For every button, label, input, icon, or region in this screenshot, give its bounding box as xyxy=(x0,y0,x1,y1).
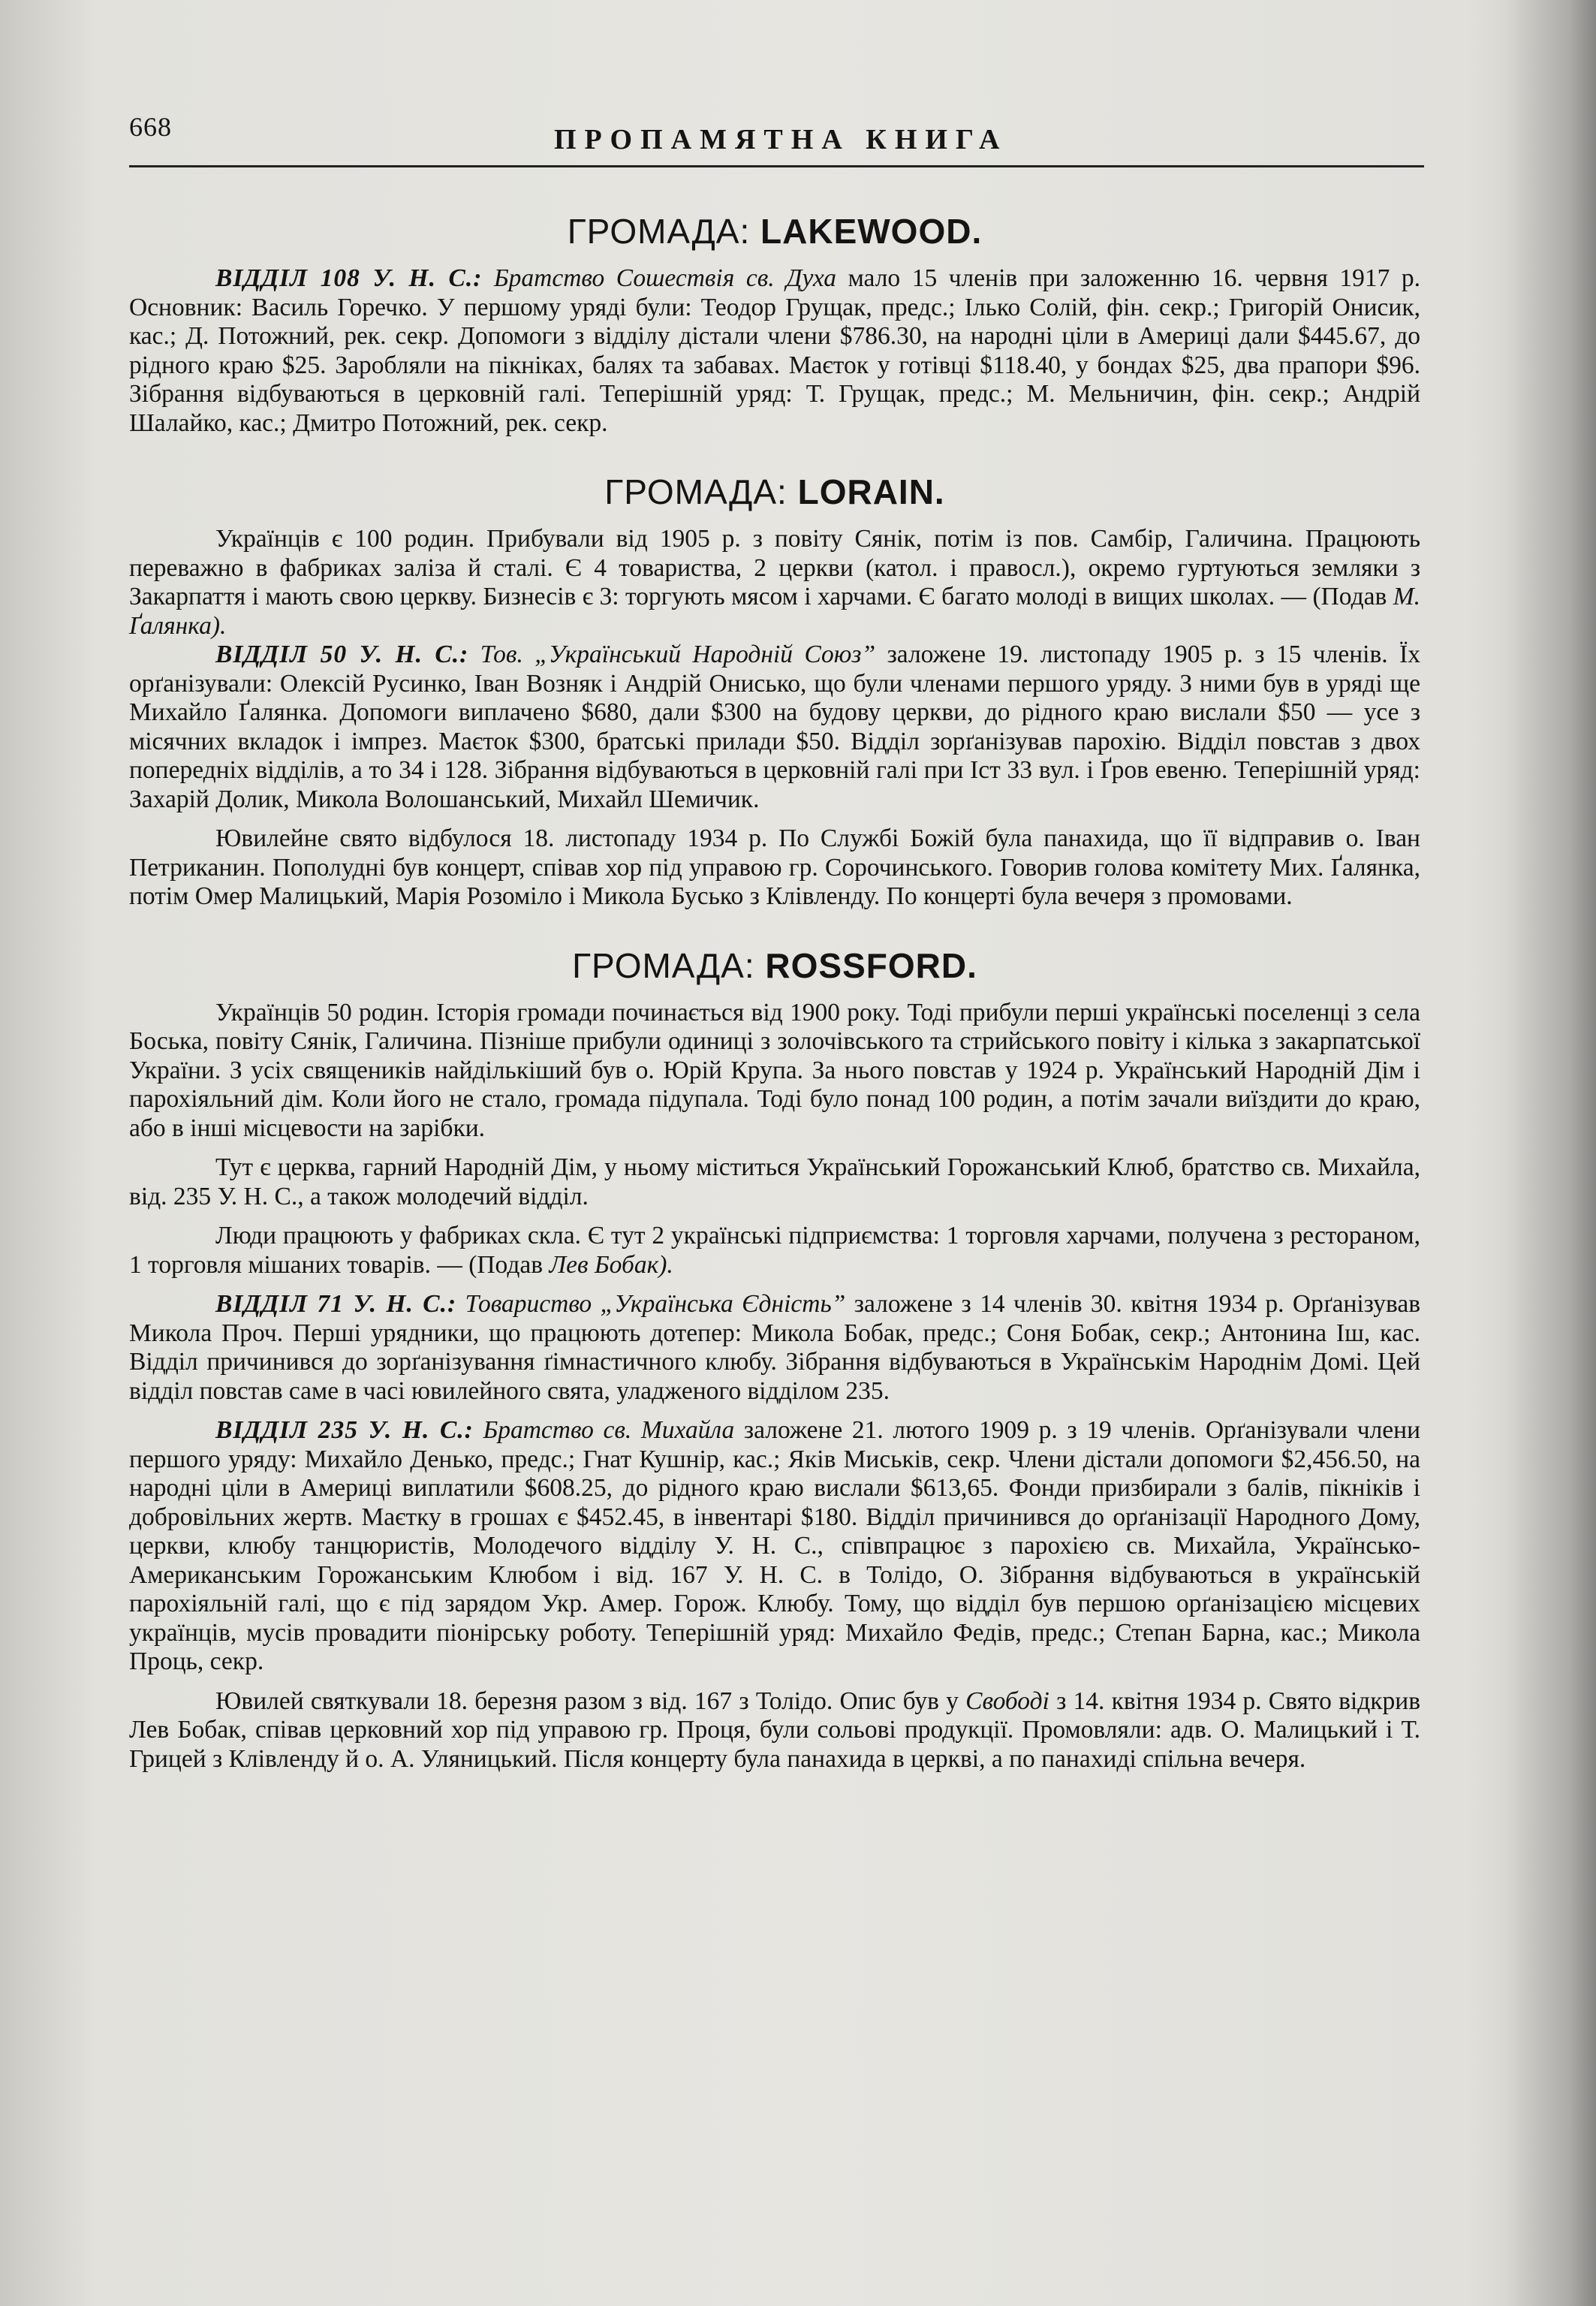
branch-lead: ВІДДІЛ 235 У. Н. С.: xyxy=(215,1416,474,1444)
running-title: ПРОПАМЯТНА КНИГА xyxy=(554,124,1008,155)
header-rule xyxy=(129,165,1424,167)
paragraph xyxy=(129,641,1420,814)
paragraph-text: заложене 21. лютого 1909 р. з 19 членів. Орґанізували члени першого уряду: Михайло Денько, предс.; Гнат Кушнір, кас.; Яків Миськів, секр. Члени дістали допомоги $2,456.50, на народні ціли в Америці виплатили $608.25, до рідного краю вислали $613,65. Фонди призбирали з балів, пікніків і добровільних жертв. Маєтку в грошах є $452.45, в інвентарі $180. Відділ причинився до орґанізації Народного Дому, церкви, клюбу танцюристів, Молодечого відділу У. Н. С., співпрацює з парохією св. Михайла, Українсько-Американським Горожанським Клюбом і від. 167 У. Н. С. в Толідо, О. Зібрання відбуваються в українській парохіяльній галі, що є під зарядом Укр. Амер. Горож. Клюбу. Тому, що відділ був першою орґанізацією місцевих українців, мусів провадити піонірську роботу. Теперішній уряд: Михайло Федів, предс.; Степан Барна, кас.; Микола Проць, секр. xyxy=(129,1416,1421,1675)
paragraph-text: з 14. квітня 1934 р. Свято відкрив Лев Бобак, співав церковний хор під управою гр. Проця, були сольові продукції. Промовляли: адв. О. Малицький і Т. Грицей з Клівленду й о. А. Уляницький. Після концерту була панахида в церкві, а по панахиді спільна вечеря. xyxy=(129,1687,1421,1773)
paragraph xyxy=(129,264,1420,438)
section-title-rossford xyxy=(129,943,1420,988)
page-number: 668 xyxy=(129,112,172,142)
branch-society-name: Товариство „Українська Єдність” xyxy=(465,1290,846,1318)
newspaper-reference: Свободі xyxy=(965,1687,1049,1715)
section-title-place: ROSSFORD. xyxy=(765,945,977,985)
branch-lead: ВІДДІЛ 108 У. Н. С.: xyxy=(215,264,483,292)
section-title-prefix: ГРОМАДА: xyxy=(604,472,787,511)
paragraph-text: Люди працюють у фабриках скла. Є тут 2 українські підприємства: 1 торговля харчами, получена з рестораном, 1 торговля мішаних товарів. — (Подав xyxy=(129,1222,1420,1279)
paragraph-text: мало 15 членів при заложенню 16. червня 1917 р. Основник: Василь Горечко. У першому уряді були: Теодор Грущак, предс.; Ілько Солій, фін. секр.; Григорій Онисик, кас.; Д. Потожний, рек. секр. Допомоги з відділу дістали члени $786.30, на народні ціли в Америці дали $445.67, до рідного краю $25. Заробляли на пікніках, балях та забавах. Маєток у готівці $118.40, у бондах $25, два прапори $96. Зібрання відбуваються в церковній галі. Теперішній уряд: Т. Грущак, предс.; М. Мельничин, фін. секр.; Андрій Шалайко, кас.; Дмитро Потожний, рек. секр. xyxy=(129,264,1421,437)
section-title-prefix: ГРОМАДА: xyxy=(572,945,755,985)
paragraph xyxy=(129,1416,1420,1677)
paragraph xyxy=(129,824,1420,912)
section-title-lorain xyxy=(129,469,1420,514)
paragraph-text: Тут є церква, гарний Народній Дім, у ньому міститься Український Горожанський Клюб, братство св. Михайла, від. 235 У. Н. С., а також молодечий відділ. xyxy=(129,1153,1420,1210)
page-body xyxy=(129,209,1420,1784)
paragraph-text: Ювилей святкували 18. березня разом з від. 167 з Толідо. Опис був у xyxy=(215,1687,959,1715)
paragraph-text: Українців 50 родин. Історія громади починається від 1900 року. Тоді прибули перші українські поселенці з села Боська, повіту Сянік, Галичина. Пізніше прибули одиниці з золочівського та стрийського повіту і кілька з закарпатської України. З усіх священиків найдількіший був о. Юрій Крупа. За нього повстав у 1924 р. Український Народній Дім і парохіяльний дім. Коли його не стало, громада підупала. Тоді було понад 100 родин, а потім зачали виїздити до краю, або в інші місцевости на зарібки. xyxy=(129,998,1420,1142)
branch-lead: ВІДДІЛ 50 У. Н. С.: xyxy=(215,641,469,668)
page-binding-shadow xyxy=(1506,0,1596,2306)
paragraph-text: Українців є 100 родин. Прибували від 1905 р. з повіту Сянік, потім із пов. Самбір, Галичина. Працюють переважно в фабриках заліза й сталі. Є 4 товариства, 2 церкви (катол. і правосл.), окремо гуртуються земляки з Закарпаття і мають свою церкву. Бизнесів є 3: торгують мясом і харчами. Є багато молоді в вищих школах. — (Подав xyxy=(129,525,1420,610)
branch-lead: ВІДДІЛ 71 У. Н. С.: xyxy=(215,1290,457,1318)
paragraph-text: Ювилейне свято відбулося 18. листопаду 1934 р. По Службі Божій була панахида, що її відправив о. Іван Петриканин. Пополудні був концерт, співав хор під управою гр. Сорочинського. Говорив голова комітету Мих. Ґалянка, потім Омер Малицький, Марія Розоміло і Микола Бусько з Клівленду. По концерті була вечеря з промовами. xyxy=(129,824,1420,910)
paragraph-text: заложене з 14 членів 30. квітня 1934 р. Орґанізував Микола Проч. Перші урядники, що працюють дотепер: Микола Бобак, предс.; Соня Бобак, секр.; Антонина Іш, кас. Відділ причинився до зорґанізування ґімнастичного клюбу. Зібрання відбуваються в Українськім Народнім Домі. Цей відділ повстав саме в часі ювилейного свята, уладженого відділом 235. xyxy=(129,1290,1421,1405)
paragraph xyxy=(129,1290,1420,1406)
branch-society-name: Братство Сошествія св. Духа xyxy=(493,264,837,292)
paragraph xyxy=(129,1153,1420,1211)
section-title-lakewood xyxy=(129,209,1420,254)
section-title-place: LORAIN. xyxy=(797,472,945,511)
paragraph xyxy=(129,1687,1420,1774)
author-signature: Лев Бобак). xyxy=(549,1250,673,1279)
branch-society-name: Тов. „Український Народній Союз” xyxy=(480,641,876,668)
paragraph xyxy=(129,525,1420,641)
paragraph xyxy=(129,999,1420,1144)
section-title-prefix: ГРОМАДА: xyxy=(567,212,751,251)
paragraph-text: заложене 19. листопаду 1905 р. з 15 членів. Їх орґанізували: Олексій Русинко, Іван Возняк і Андрій Онисько, що були членами першого уряду. З ними був в уряді ще Михайло Ґалянка. Допомоги виплачено $680, дали $300 на будову церкви, до рідного краю вислали $50 — усе з місячних вкладок і імпрез. Маєток $300, братські прилади $50. Відділ зорґанізував парохію. Відділ повстав з двох попередніх відділів, а то 34 і 128. Зібрання відбуваються в церковній галі при Іст 33 вул. і Ґров евеню. Теперішній уряд: Захарій Долик, Микола Волошанський, Михайл Шемичик. xyxy=(129,641,1420,813)
section-title-place: LAKEWOOD. xyxy=(760,212,983,251)
branch-society-name: Братство св. Михайла xyxy=(483,1416,735,1444)
paragraph xyxy=(129,1222,1420,1280)
author-signature: М. Ґалянка). xyxy=(129,583,1421,640)
